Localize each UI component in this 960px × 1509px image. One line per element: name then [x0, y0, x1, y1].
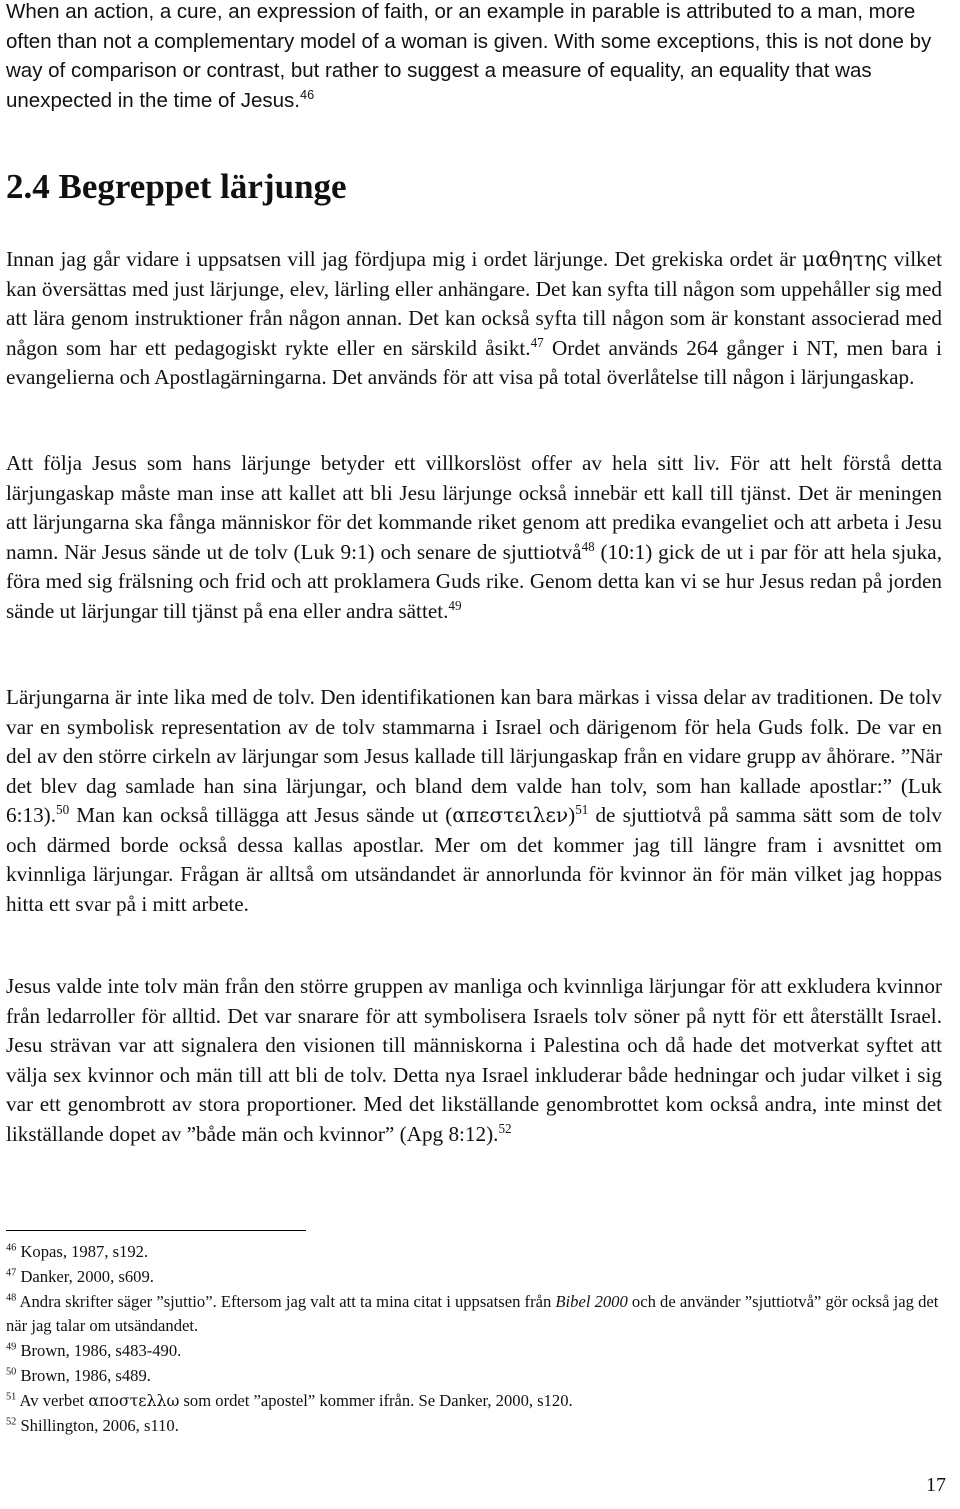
paragraph-text: vilket kan översättas med just lärjunge, elev, lärling eller anhängare. Det kan syfta till någon som uppehåller sig med att lära genom instruktioner från någon annan. Det kan också syfta till någon som är konstant associerad med någon som har ett pedagogiskt rykte eller en särskild åsikt. — [6, 247, 942, 360]
greek-word: αποστελλω — [88, 1390, 180, 1410]
footnote-ref-50: 50 — [56, 801, 70, 817]
footnote-text: Av verbet — [19, 1390, 89, 1410]
footnote-text: Shillington, 2006, s110. — [20, 1415, 179, 1435]
footnote-text: Danker, 2000, s609. — [20, 1266, 154, 1286]
footnote-ref-51: 51 — [575, 801, 589, 817]
paragraph-text: de sjuttiotvå på samma sätt som de tolv och därmed borde också dessa kallas apostlar. Mer om det kommer jag till längre fram i avsnittet om kvinnliga lärjungar. Frågan är alltså om utsändandet är annorlunda för kvinnor än för män vilket jag hoppas hitta ett svar på i mitt arbete. — [6, 803, 942, 916]
footnote-number: 46 — [6, 1242, 17, 1254]
footnote-divider — [6, 1230, 306, 1231]
footnote-item — [6, 1364, 941, 1389]
paragraph-3 — [6, 683, 942, 919]
footnote-number: 48 — [6, 1292, 17, 1304]
footnote-book-title: Bibel 2000 — [555, 1291, 628, 1311]
paragraph-text: Ordet används 264 gånger i NT, men bara i evangelierna och Apostlagärningarna. Det används för att visa på total överlåtelse till någon i lärjungaskap. — [6, 335, 942, 389]
footnote-text: Brown, 1986, s489. — [20, 1365, 151, 1385]
section-heading: 2.4 Begreppet lärjunge — [6, 167, 347, 206]
footnote-ref-52: 52 — [498, 1120, 512, 1136]
footnote-number: 50 — [6, 1366, 17, 1378]
greek-word: απεστειλεν — [452, 803, 569, 827]
footnote-ref-46: 46 — [300, 87, 315, 103]
footnote-item — [6, 1339, 941, 1364]
footnote-number: 47 — [6, 1267, 17, 1279]
paragraph-2 — [6, 449, 942, 626]
page-number: 17 — [926, 1474, 946, 1496]
footnote-item — [6, 1290, 941, 1340]
footnote-number: 52 — [6, 1416, 17, 1428]
footnote-text: och de använder ”sjuttiotvå” gör också jag det när jag talar om utsändandet. — [6, 1291, 939, 1336]
greek-word: μαθητης — [802, 247, 888, 271]
footnote-text: som ordet ”apostel” kommer ifrån. Se Danker, 2000, s120. — [179, 1390, 573, 1410]
footnote-text: Andra skrifter säger ”sjuttio”. Eftersom jag valt att ta mina citat i uppsatsen från — [19, 1291, 556, 1311]
paragraph-text: Man kan också tillägga att Jesus sände ut ( — [69, 803, 453, 827]
footnotes-list — [6, 1240, 941, 1438]
footnote-item — [6, 1414, 941, 1439]
quote-text: When an action, a cure, an expression of faith, or an example in parable is attributed to a man, more often than not a complementary model of a woman is given. With some exceptions, this is not done by way of comparison or contrast, but rather to suggest a measure of equality, an equality that was unexpected in the time of Jesus. — [6, 0, 932, 113]
footnote-number: 49 — [6, 1341, 17, 1353]
paragraph-4 — [6, 972, 942, 1149]
footnote-text: Kopas, 1987, s192. — [20, 1242, 149, 1261]
footnote-number: 51 — [6, 1391, 17, 1403]
footnote-text: Brown, 1986, s483-490. — [20, 1341, 182, 1361]
footnote-ref-47: 47 — [530, 334, 544, 350]
paragraph-text: Jesus valde inte tolv män från den större gruppen av manliga och kvinnliga lärjungar för att exkludera kvinnor från ledarroller för alltid. Det var snarare för att symbolisera Israels tolv söner på nytt för ett återställt Israel. Jesu strävan var att signalera den visionen till människorna i Palestina och då hade det motverkat syftet att välja sex kvinnor och män till att bli de tolv. Detta nya Israel inkluderar både hedningar och judar vilket i sig var ett genombrott av stora proportioner. Med det likställande genombrottet kom också andra, inte minst det likställande dopet av ”både män och kvinnor” (Apg 8:12). — [6, 974, 942, 1146]
paragraph-text: (10:1) gick de ut i par för att hela sjuka, föra med sig frälsning och frid och att proklamera Guds rike. Genom detta kan vi se hur Jesus redan på jorden sände ut lärjungar till tjänst på ena eller andra sättet. — [6, 539, 942, 623]
footnote-item — [6, 1265, 941, 1290]
paragraph-text: Innan jag går vidare i uppsatsen vill jag fördjupa mig i ordet lärjunge. Det grekiska ordet är — [6, 247, 803, 271]
footnote-item — [6, 1240, 941, 1265]
paragraph-1 — [6, 245, 942, 393]
footnote-ref-48: 48 — [581, 538, 595, 554]
english-quote-paragraph — [6, 0, 941, 116]
paragraph-text: Att följa Jesus som hans lärjunge betyder ett villkorslöst offer av hela sitt liv. För att helt förstå detta lärjungaskap måste man inse att kallet att bli Jesu lärjunge också innebär ett kall till tjänst. Det är meningen att lärjungarna ska fånga människor för det kommande riket genom att predika evangeliet och att arbeta i Jesu namn. När Jesus sände ut de tolv (Luk 9:1) och senare de sjuttiotvå — [6, 451, 942, 564]
footnote-ref-49: 49 — [448, 597, 462, 613]
paragraph-text: ) — [568, 803, 576, 827]
footnote-item — [6, 1389, 941, 1414]
paragraph-text: Lärjungarna är inte lika med de tolv. Den identifikationen kan bara märkas i vissa delar av traditionen. De tolv var en symbolisk representation av de tolv stammarna i Israel och därigenom för hela Guds folk. De var en del av den större cirkeln av lärjungar som Jesus kallade till lärjungaskap från en vidare grupp av åhörare. ”När det blev dag samlade han sina lärjungar, och bland dem valde han tolv, som han kallade apostlar:” (Luk 6:13). — [6, 685, 942, 827]
